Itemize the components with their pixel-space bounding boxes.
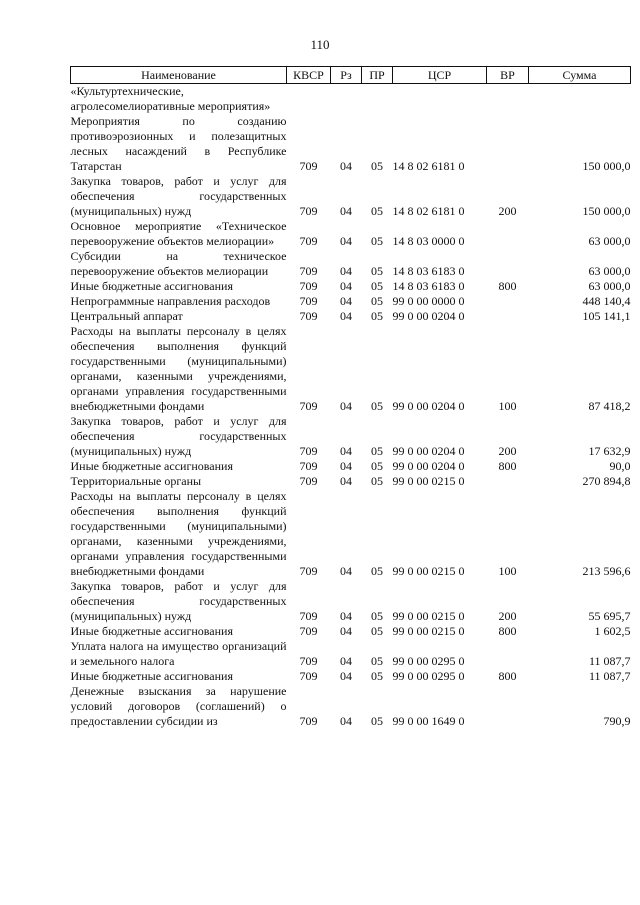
cell-sum: 87 418,2 xyxy=(588,399,631,413)
table-row xyxy=(71,219,631,249)
cell-kvsr: 709 xyxy=(299,309,318,323)
table-row xyxy=(71,474,631,489)
cell-kvsr: 709 xyxy=(299,444,318,458)
cell-vr: 800 xyxy=(498,459,517,473)
table-row xyxy=(71,669,631,684)
table-row xyxy=(71,279,631,294)
cell-csr: 99 0 00 0000 0 xyxy=(392,294,465,308)
cell-csr: 14 8 03 6183 0 xyxy=(392,264,465,278)
cell-rz: 04 xyxy=(340,294,352,308)
cell-csr xyxy=(393,84,487,115)
cell-csr: 99 0 00 0215 0 xyxy=(392,564,465,578)
cell-pr: 05 xyxy=(371,714,383,728)
cell-kvsr: 709 xyxy=(299,234,318,248)
cell-name: Уплата налога на имущество организаций и земельного налога xyxy=(70,639,287,668)
cell-vr xyxy=(487,84,529,115)
cell-rz: 04 xyxy=(340,204,352,218)
cell-rz: 04 xyxy=(340,444,352,458)
budget-table xyxy=(70,66,631,729)
cell-vr xyxy=(487,474,529,489)
column-header-sum: Сумма xyxy=(529,67,631,84)
cell-name: Непрограммные направления расходов xyxy=(70,294,271,308)
cell-vr: 200 xyxy=(498,609,517,623)
cell-rz: 04 xyxy=(340,564,352,578)
cell-csr: 99 0 00 0204 0 xyxy=(392,459,465,473)
cell-vr: 800 xyxy=(498,279,517,293)
table-row xyxy=(71,579,631,624)
column-header-vr: ВР xyxy=(487,67,529,84)
cell-vr: 200 xyxy=(498,204,517,218)
cell-vr xyxy=(487,249,529,279)
cell-pr: 05 xyxy=(371,654,383,668)
cell-pr: 05 xyxy=(371,309,383,323)
cell-name: Расходы на выплаты персоналу в целях обеспечения выполнения функций государственными (муниципальными) органами, казенными учреждениями, органами управления государственными внебюджетными фондами xyxy=(70,489,287,578)
cell-kvsr: 709 xyxy=(299,474,318,488)
cell-kvsr: 709 xyxy=(299,564,318,578)
cell-name: Основное мероприятие «Техническое перевооружение объектов мелиорации» xyxy=(70,219,287,248)
cell-name: Иные бюджетные ассигнования xyxy=(70,279,233,293)
cell-pr xyxy=(362,84,393,115)
cell-kvsr: 709 xyxy=(299,279,318,293)
cell-pr: 05 xyxy=(371,234,383,248)
cell-vr: 100 xyxy=(498,399,517,413)
cell-name: Закупка товаров, работ и услуг для обеспечения государственных (муниципальных) нужд xyxy=(70,579,287,623)
cell-sum: 11 087,7 xyxy=(588,669,631,683)
cell-kvsr: 709 xyxy=(299,294,318,308)
cell-kvsr: 709 xyxy=(299,159,318,173)
cell-sum: 90,0 xyxy=(609,459,631,473)
cell-name: Иные бюджетные ассигнования xyxy=(70,669,233,683)
cell-name: Иные бюджетные ассигнования xyxy=(70,624,233,638)
cell-csr: 99 0 00 0215 0 xyxy=(392,609,465,623)
cell-vr: 100 xyxy=(498,564,517,578)
table-row xyxy=(71,414,631,459)
cell-csr: 99 0 00 0295 0 xyxy=(392,654,465,668)
cell-rz: 04 xyxy=(340,474,352,488)
cell-rz: 04 xyxy=(340,279,352,293)
cell-name: Закупка товаров, работ и услуг для обеспечения государственных (муниципальных) нужд xyxy=(70,414,287,458)
cell-pr: 05 xyxy=(371,624,383,638)
table-row xyxy=(71,294,631,309)
cell-rz: 04 xyxy=(340,309,352,323)
cell-name: Мероприятия по созданию противоэрозионных и полезащитных лесных насаждений в Республике Татарстан xyxy=(70,114,287,173)
cell-sum: 150 000,0 xyxy=(582,204,631,218)
cell-csr: 99 0 00 1649 0 xyxy=(392,714,465,728)
cell-sum: 17 632,9 xyxy=(588,444,631,458)
cell-sum: 105 141,1 xyxy=(582,309,631,323)
cell-rz: 04 xyxy=(340,624,352,638)
cell-pr: 05 xyxy=(371,474,383,488)
cell-vr xyxy=(487,114,529,174)
cell-name: Центральный аппарат xyxy=(70,309,183,323)
cell-rz: 04 xyxy=(340,714,352,728)
cell-sum: 270 894,8 xyxy=(582,474,631,488)
cell-csr: 99 0 00 0204 0 xyxy=(392,399,465,413)
cell-kvsr: 709 xyxy=(299,204,318,218)
cell-sum: 150 000,0 xyxy=(582,159,631,173)
cell-pr: 05 xyxy=(371,609,383,623)
cell-pr: 05 xyxy=(371,279,383,293)
cell-rz: 04 xyxy=(340,459,352,473)
cell-sum: 63 000,0 xyxy=(588,264,631,278)
cell-name: Денежные взыскания за нарушение условий договоров (соглашений) о предоставлении субсидии из xyxy=(70,684,287,728)
cell-rz: 04 xyxy=(340,669,352,683)
cell-rz: 04 xyxy=(340,399,352,413)
cell-sum: 63 000,0 xyxy=(588,234,631,248)
cell-rz xyxy=(331,84,362,115)
cell-pr: 05 xyxy=(371,459,383,473)
table-row xyxy=(71,639,631,669)
cell-csr: 14 8 02 6181 0 xyxy=(392,204,465,218)
cell-pr: 05 xyxy=(371,669,383,683)
cell-vr xyxy=(487,219,529,249)
column-header-name: Наименование xyxy=(71,67,287,84)
cell-pr: 05 xyxy=(371,159,383,173)
cell-pr: 05 xyxy=(371,444,383,458)
table-row xyxy=(71,249,631,279)
cell-vr xyxy=(487,309,529,324)
cell-rz: 04 xyxy=(340,654,352,668)
table-row xyxy=(71,489,631,579)
table-row xyxy=(71,174,631,219)
cell-name: Закупка товаров, работ и услуг для обеспечения государственных (муниципальных) нужд xyxy=(70,174,287,218)
cell-rz: 04 xyxy=(340,264,352,278)
cell-csr: 99 0 00 0215 0 xyxy=(392,474,465,488)
cell-pr: 05 xyxy=(371,204,383,218)
cell-pr: 05 xyxy=(371,564,383,578)
cell-csr: 99 0 00 0295 0 xyxy=(392,669,465,683)
cell-kvsr: 709 xyxy=(299,654,318,668)
cell-name: Территориальные органы xyxy=(70,474,202,488)
cell-kvsr: 709 xyxy=(299,714,318,728)
cell-kvsr: 709 xyxy=(299,609,318,623)
cell-vr xyxy=(487,639,529,669)
cell-pr: 05 xyxy=(371,399,383,413)
cell-name: «Культуртехнические, агролесомелиоративные мероприятия» xyxy=(70,84,271,113)
cell-kvsr: 709 xyxy=(299,264,318,278)
cell-sum: 213 596,6 xyxy=(582,564,631,578)
column-header-pr: ПР xyxy=(362,67,393,84)
cell-sum: 11 087,7 xyxy=(588,654,631,668)
cell-rz: 04 xyxy=(340,234,352,248)
cell-name: Субсидии на техническое перевооружение объектов мелиорации xyxy=(70,249,287,278)
cell-name: Иные бюджетные ассигнования xyxy=(70,459,233,473)
table-header-row xyxy=(71,67,631,84)
cell-name: Расходы на выплаты персоналу в целях обеспечения выполнения функций государственными (муниципальными) органами, казенными учреждениями, органами управления государственными внебюджетными фондами xyxy=(70,324,287,413)
cell-kvsr: 709 xyxy=(299,669,318,683)
cell-sum: 55 695,7 xyxy=(588,609,631,623)
table-row xyxy=(71,114,631,174)
cell-csr: 99 0 00 0204 0 xyxy=(392,444,465,458)
cell-kvsr: 709 xyxy=(299,399,318,413)
table-row xyxy=(71,459,631,474)
table-row xyxy=(71,84,631,115)
table-row xyxy=(71,309,631,324)
cell-kvsr: 709 xyxy=(299,459,318,473)
cell-kvsr: 709 xyxy=(299,624,318,638)
cell-vr xyxy=(487,684,529,729)
table-body xyxy=(71,84,631,730)
cell-vr: 800 xyxy=(498,624,517,638)
cell-pr: 05 xyxy=(371,264,383,278)
cell-vr: 800 xyxy=(498,669,517,683)
cell-csr: 99 0 00 0215 0 xyxy=(392,624,465,638)
cell-pr: 05 xyxy=(371,294,383,308)
cell-csr: 14 8 02 6181 0 xyxy=(392,159,465,173)
table-row xyxy=(71,324,631,414)
cell-kvsr xyxy=(287,84,331,115)
cell-sum: 448 140,4 xyxy=(582,294,631,308)
cell-sum: 790,9 xyxy=(603,714,631,728)
column-header-rz: Рз xyxy=(331,67,362,84)
column-header-csr: ЦСР xyxy=(393,67,487,84)
cell-vr: 200 xyxy=(498,444,517,458)
cell-rz: 04 xyxy=(340,609,352,623)
cell-csr: 14 8 03 6183 0 xyxy=(392,279,465,293)
cell-csr: 99 0 00 0204 0 xyxy=(392,309,465,323)
cell-rz: 04 xyxy=(340,159,352,173)
cell-csr: 14 8 03 0000 0 xyxy=(392,234,465,248)
page-number: 110 xyxy=(310,37,330,52)
column-header-kvsr: КВСР xyxy=(287,67,331,84)
table-row xyxy=(71,624,631,639)
cell-sum: 63 000,0 xyxy=(588,279,631,293)
cell-sum: 1 602,5 xyxy=(594,624,631,638)
table-row xyxy=(71,684,631,729)
cell-vr xyxy=(487,294,529,309)
cell-sum xyxy=(529,84,631,115)
